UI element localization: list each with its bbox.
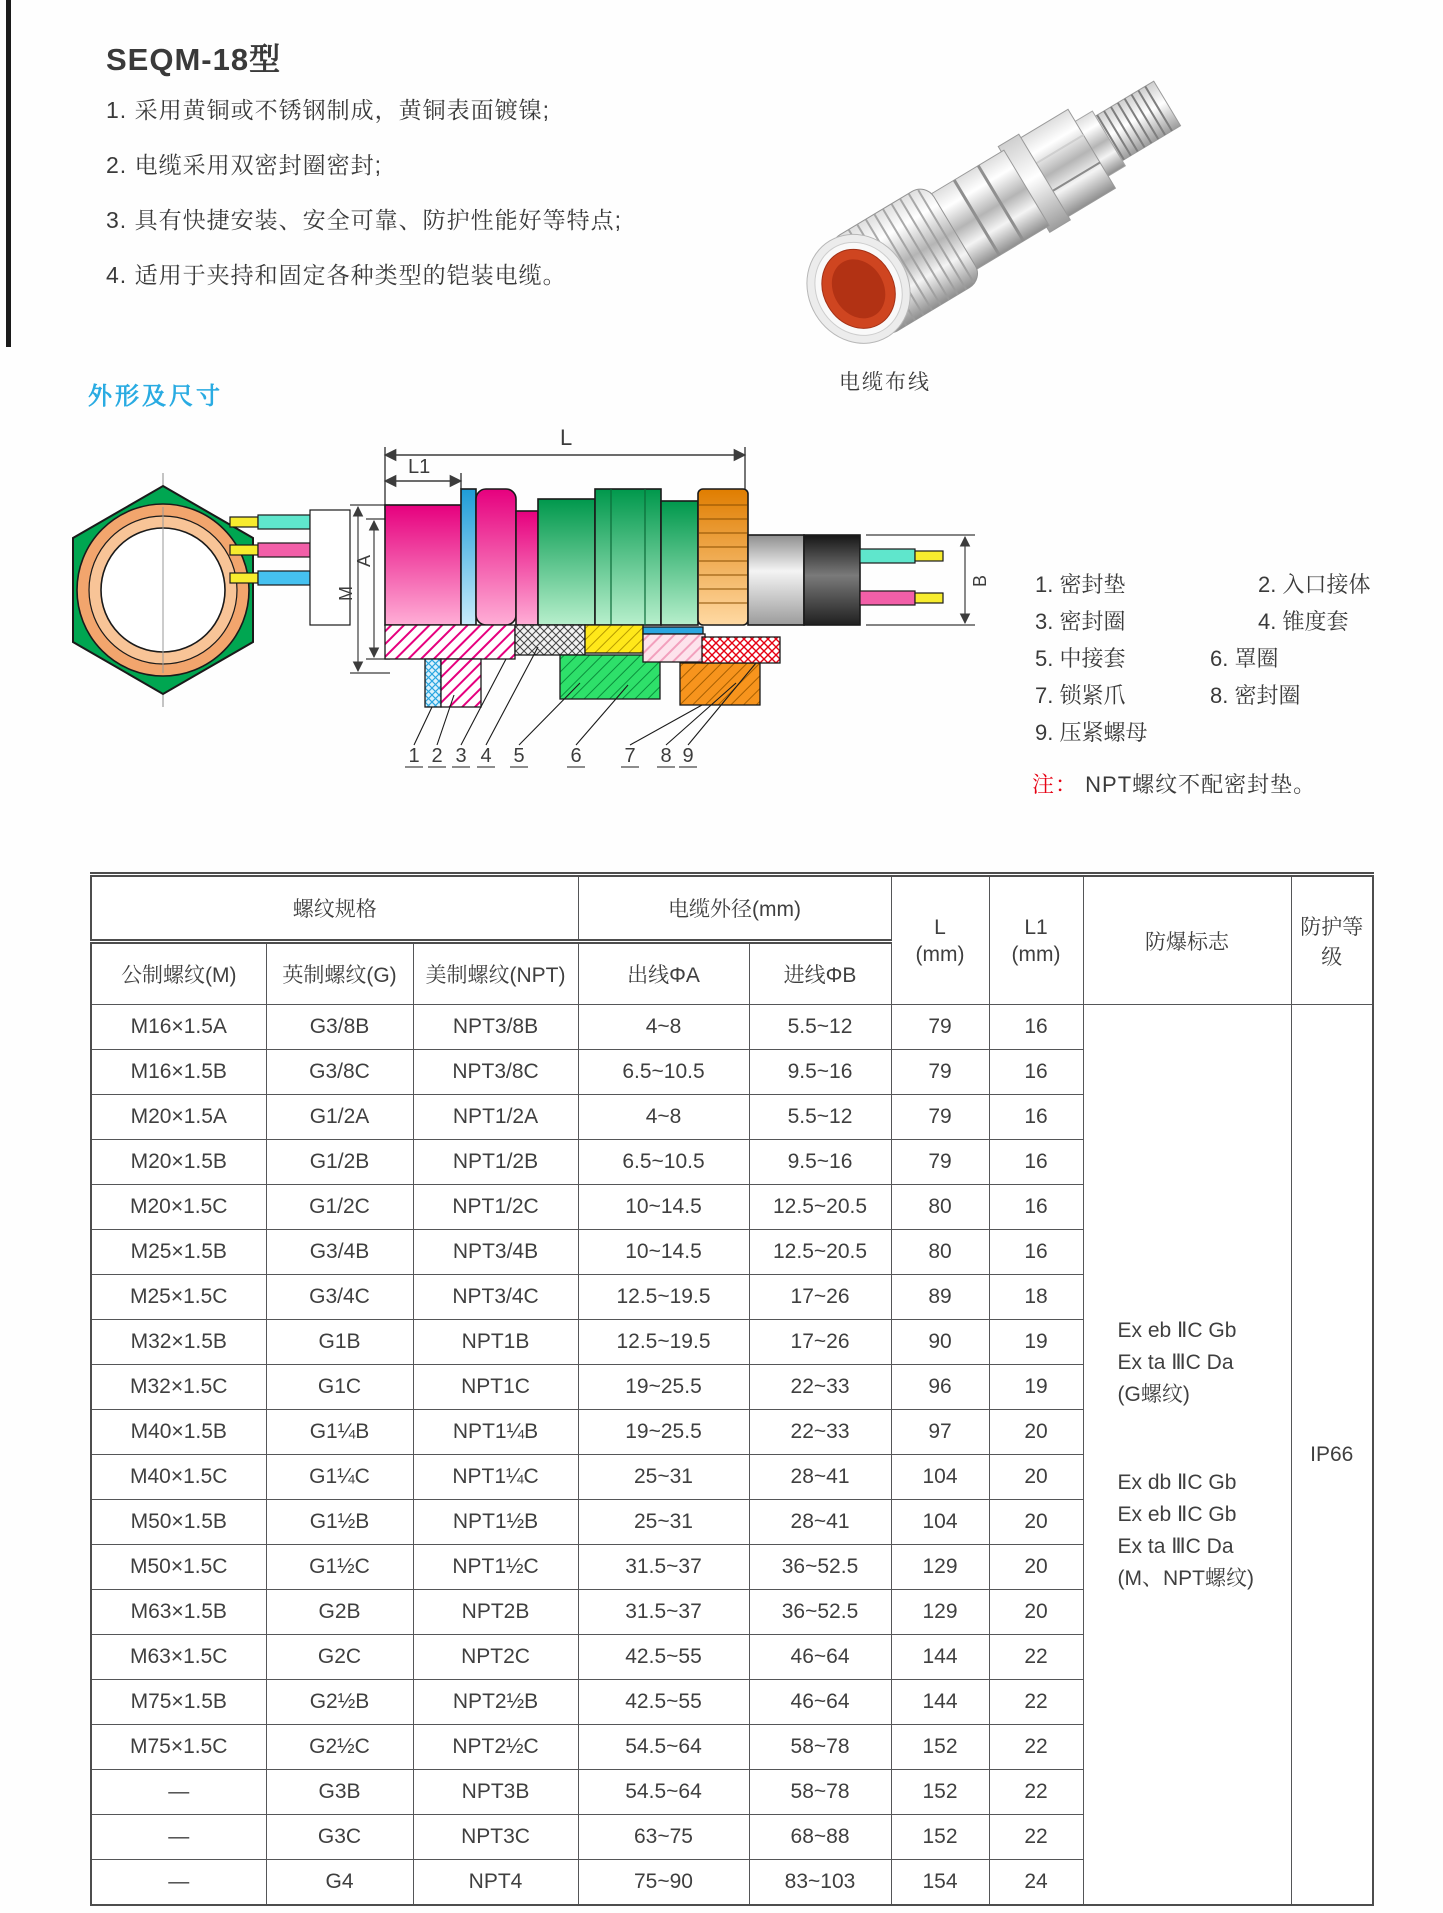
metric-thread-cell: M25×1.5C bbox=[91, 1275, 266, 1320]
l1-cell: 22 bbox=[989, 1770, 1083, 1815]
spec-table bbox=[90, 872, 1374, 1906]
l1-cell: 22 bbox=[989, 1725, 1083, 1770]
metric-thread-cell: M16×1.5B bbox=[91, 1050, 266, 1095]
legend-row bbox=[1035, 714, 1420, 751]
feature-item: 3. 具有快捷安装、安全可靠、防护性能好等特点; bbox=[106, 207, 622, 233]
l-cell: 154 bbox=[891, 1860, 989, 1906]
feature-item: 4. 适用于夹持和固定各种类型的铠装电缆。 bbox=[106, 262, 567, 288]
header-L1-symbol: L1 bbox=[1024, 915, 1048, 939]
g-thread-cell: G1C bbox=[266, 1365, 413, 1410]
l1-cell: 16 bbox=[989, 1185, 1083, 1230]
inlet-wires bbox=[860, 549, 943, 605]
header-L1-unit: (mm) bbox=[1011, 942, 1061, 966]
npt-thread-cell: NPT1½B bbox=[413, 1500, 578, 1545]
npt-thread-cell: NPT1/2A bbox=[413, 1095, 578, 1140]
npt-thread-cell: NPT3B bbox=[413, 1770, 578, 1815]
g-thread-cell: G3C bbox=[266, 1815, 413, 1860]
callout-7: 7 bbox=[624, 745, 636, 767]
g-thread-cell: G2½B bbox=[266, 1680, 413, 1725]
callout-1: 1 bbox=[408, 745, 420, 767]
npt-thread-cell: NPT3/4B bbox=[413, 1230, 578, 1275]
out-dia-cell: 31.5~37 bbox=[578, 1545, 749, 1590]
metric-thread-cell: M40×1.5C bbox=[91, 1455, 266, 1500]
section-heading: 外形及尺寸 bbox=[88, 383, 223, 410]
metric-thread-cell: M32×1.5B bbox=[91, 1320, 266, 1365]
npt-thread-cell: NPT4 bbox=[413, 1860, 578, 1906]
legend-row bbox=[1035, 640, 1420, 677]
g-thread-cell: G1/2C bbox=[266, 1185, 413, 1230]
metric-thread-cell: — bbox=[91, 1815, 266, 1860]
l1-cell: 20 bbox=[989, 1455, 1083, 1500]
metric-thread-cell: M75×1.5B bbox=[91, 1680, 266, 1725]
protection-rating-cell: IP66 bbox=[1291, 1005, 1373, 1906]
in-dia-cell: 5.5~12 bbox=[749, 1095, 891, 1140]
l1-cell: 16 bbox=[989, 1005, 1083, 1050]
out-dia-cell: 54.5~64 bbox=[578, 1770, 749, 1815]
photo-caption: 电缆布线 bbox=[839, 371, 931, 394]
out-dia-cell: 10~14.5 bbox=[578, 1230, 749, 1275]
dimension-diagram bbox=[40, 415, 1040, 785]
callout-6: 6 bbox=[570, 745, 582, 767]
parts-legend bbox=[1035, 566, 1420, 751]
callout-9: 9 bbox=[682, 745, 694, 767]
out-dia-cell: 63~75 bbox=[578, 1815, 749, 1860]
metric-thread-cell: — bbox=[91, 1770, 266, 1815]
in-dia-cell: 9.5~16 bbox=[749, 1050, 891, 1095]
header-metric-thread: 公制螺纹(M) bbox=[91, 942, 266, 1005]
legend-row bbox=[1035, 677, 1420, 714]
l1-cell: 16 bbox=[989, 1230, 1083, 1275]
out-dia-cell: 19~25.5 bbox=[578, 1365, 749, 1410]
g-thread-cell: G2½C bbox=[266, 1725, 413, 1770]
metric-thread-cell: M75×1.5C bbox=[91, 1725, 266, 1770]
legend-item bbox=[1210, 714, 1420, 751]
npt-thread-cell: NPT3/8C bbox=[413, 1050, 578, 1095]
g-thread-cell: G3/4C bbox=[266, 1275, 413, 1320]
metric-thread-cell: M40×1.5B bbox=[91, 1410, 266, 1455]
l1-cell: 16 bbox=[989, 1050, 1083, 1095]
ex-mark-block: Ex db ⅡC Gb Ex eb ⅡC Gb Ex ta ⅢC Da (M、NPT螺纹) bbox=[1117, 1470, 1254, 1590]
callout-numbers bbox=[408, 745, 693, 767]
in-dia-cell: 58~78 bbox=[749, 1725, 891, 1770]
section-hatch bbox=[385, 625, 780, 707]
g-thread-cell: G3B bbox=[266, 1770, 413, 1815]
metric-thread-cell: M20×1.5A bbox=[91, 1095, 266, 1140]
g-thread-cell: G3/8B bbox=[266, 1005, 413, 1050]
l-cell: 89 bbox=[891, 1275, 989, 1320]
out-dia-cell: 6.5~10.5 bbox=[578, 1140, 749, 1185]
l1-cell: 19 bbox=[989, 1320, 1083, 1365]
g-thread-cell: G1½C bbox=[266, 1545, 413, 1590]
header-npt-thread: 美制螺纹(NPT) bbox=[413, 942, 578, 1005]
out-dia-cell: 6.5~10.5 bbox=[578, 1050, 749, 1095]
metric-thread-cell: M50×1.5C bbox=[91, 1545, 266, 1590]
g-thread-cell: G1¼B bbox=[266, 1410, 413, 1455]
legend-item: 8. 密封圈 bbox=[1210, 683, 1301, 708]
hex-end-view bbox=[73, 473, 253, 707]
g-thread-cell: G1/2A bbox=[266, 1095, 413, 1140]
in-dia-cell: 58~78 bbox=[749, 1770, 891, 1815]
g-thread-cell: G1/2B bbox=[266, 1140, 413, 1185]
g-thread-cell: G3/8C bbox=[266, 1050, 413, 1095]
npt-thread-cell: NPT1¼C bbox=[413, 1455, 578, 1500]
legend-item: 3. 密封圈 bbox=[1035, 609, 1126, 634]
l1-cell: 20 bbox=[989, 1590, 1083, 1635]
header-protection: 防护等级 bbox=[1291, 875, 1373, 1005]
metric-thread-cell: M63×1.5B bbox=[91, 1590, 266, 1635]
out-dia-cell: 19~25.5 bbox=[578, 1410, 749, 1455]
note-prefix: 注： bbox=[1032, 772, 1079, 797]
page-edge-mark bbox=[6, 0, 11, 347]
cable-gland-illustration bbox=[787, 55, 1194, 350]
npt-thread-cell: NPT3/8B bbox=[413, 1005, 578, 1050]
l-cell: 144 bbox=[891, 1635, 989, 1680]
l1-cell: 22 bbox=[989, 1635, 1083, 1680]
header-ex-mark: 防爆标志 bbox=[1083, 875, 1291, 1005]
l1-cell: 20 bbox=[989, 1410, 1083, 1455]
callout-2: 2 bbox=[431, 745, 443, 767]
l-cell: 96 bbox=[891, 1365, 989, 1410]
dim-M-label: M bbox=[336, 586, 356, 601]
l-cell: 80 bbox=[891, 1230, 989, 1275]
metric-thread-cell: M63×1.5C bbox=[91, 1635, 266, 1680]
l1-cell: 16 bbox=[989, 1095, 1083, 1140]
note-text: NPT螺纹不配密封垫。 bbox=[1085, 772, 1317, 797]
in-dia-cell: 36~52.5 bbox=[749, 1590, 891, 1635]
in-dia-cell: 5.5~12 bbox=[749, 1005, 891, 1050]
in-dia-cell: 46~64 bbox=[749, 1635, 891, 1680]
l-cell: 152 bbox=[891, 1725, 989, 1770]
l-cell: 97 bbox=[891, 1410, 989, 1455]
in-dia-cell: 9.5~16 bbox=[749, 1140, 891, 1185]
gland-body bbox=[385, 489, 860, 625]
npt-thread-cell: NPT1C bbox=[413, 1365, 578, 1410]
metric-thread-cell: — bbox=[91, 1860, 266, 1906]
l-cell: 152 bbox=[891, 1770, 989, 1815]
g-thread-cell: G3/4B bbox=[266, 1230, 413, 1275]
table-row bbox=[91, 1005, 1373, 1050]
l-cell: 90 bbox=[891, 1320, 989, 1365]
g-thread-cell: G1½B bbox=[266, 1500, 413, 1545]
l1-cell: 19 bbox=[989, 1365, 1083, 1410]
l-cell: 79 bbox=[891, 1095, 989, 1140]
npt-thread-cell: NPT1¼B bbox=[413, 1410, 578, 1455]
g-thread-cell: G2B bbox=[266, 1590, 413, 1635]
g-thread-cell: G1¼C bbox=[266, 1455, 413, 1500]
callout-4: 4 bbox=[480, 745, 492, 767]
out-dia-cell: 25~31 bbox=[578, 1455, 749, 1500]
l-cell: 79 bbox=[891, 1140, 989, 1185]
npt-thread-cell: NPT2½B bbox=[413, 1680, 578, 1725]
legend-row bbox=[1035, 566, 1420, 603]
metric-thread-cell: M32×1.5C bbox=[91, 1365, 266, 1410]
l-cell: 144 bbox=[891, 1680, 989, 1725]
l1-cell: 16 bbox=[989, 1140, 1083, 1185]
dim-L1-label: L1 bbox=[408, 456, 431, 478]
out-dia-cell: 42.5~55 bbox=[578, 1635, 749, 1680]
in-dia-cell: 28~41 bbox=[749, 1500, 891, 1545]
legend-item: 5. 中接套 bbox=[1035, 646, 1126, 671]
out-dia-cell: 54.5~64 bbox=[578, 1725, 749, 1770]
spec-table-body bbox=[91, 1005, 1373, 1906]
feature-list bbox=[106, 92, 706, 312]
out-dia-cell: 4~8 bbox=[578, 1005, 749, 1050]
l1-cell: 20 bbox=[989, 1500, 1083, 1545]
header-out-dia: 出线ΦA bbox=[578, 942, 749, 1005]
out-dia-cell: 31.5~37 bbox=[578, 1590, 749, 1635]
metric-thread-cell: M20×1.5B bbox=[91, 1140, 266, 1185]
g-thread-cell: G4 bbox=[266, 1860, 413, 1906]
feature-item: 1. 采用黄铜或不锈钢制成，黄铜表面镀镍; bbox=[106, 97, 550, 123]
ex-mark-cell bbox=[1083, 1005, 1291, 1906]
l-cell: 152 bbox=[891, 1815, 989, 1860]
npt-thread-cell: NPT2B bbox=[413, 1590, 578, 1635]
in-dia-cell: 12.5~20.5 bbox=[749, 1230, 891, 1275]
g-thread-cell: G2C bbox=[266, 1635, 413, 1680]
legend-item: 1. 密封垫 bbox=[1035, 572, 1126, 597]
header-L bbox=[891, 875, 989, 1005]
l-cell: 79 bbox=[891, 1050, 989, 1095]
in-dia-cell: 22~33 bbox=[749, 1365, 891, 1410]
in-dia-cell: 28~41 bbox=[749, 1455, 891, 1500]
header-in-dia: 进线ΦB bbox=[749, 942, 891, 1005]
header-L-unit: (mm) bbox=[915, 942, 965, 966]
feature-item: 2. 电缆采用双密封圈密封; bbox=[106, 152, 382, 178]
out-dia-cell: 75~90 bbox=[578, 1860, 749, 1906]
legend-item: 9. 压紧螺母 bbox=[1035, 720, 1148, 745]
out-dia-cell: 4~8 bbox=[578, 1095, 749, 1140]
npt-thread-cell: NPT2½C bbox=[413, 1725, 578, 1770]
ex-mark-block: Ex eb ⅡC Gb Ex ta ⅢC Da (G螺纹) bbox=[1117, 1318, 1237, 1406]
legend-row bbox=[1035, 603, 1420, 640]
header-cable-od: 电缆外径(mm) bbox=[578, 875, 891, 942]
l1-cell: 20 bbox=[989, 1545, 1083, 1590]
header-L1 bbox=[989, 875, 1083, 1005]
legend-item: 6. 罩圈 bbox=[1210, 646, 1279, 671]
l1-cell: 18 bbox=[989, 1275, 1083, 1320]
legend-item: 2. 入口接体 bbox=[1258, 572, 1371, 597]
dim-M bbox=[350, 505, 390, 673]
l1-cell: 22 bbox=[989, 1815, 1083, 1860]
npt-thread-cell: NPT2C bbox=[413, 1635, 578, 1680]
metric-thread-cell: M20×1.5C bbox=[91, 1185, 266, 1230]
l-cell: 129 bbox=[891, 1590, 989, 1635]
dim-B-label: B bbox=[970, 574, 990, 587]
npt-thread-cell: NPT1B bbox=[413, 1320, 578, 1365]
dim-A-label: A bbox=[354, 554, 374, 567]
callout-3: 3 bbox=[455, 745, 467, 767]
callout-8: 8 bbox=[660, 745, 672, 767]
npt-thread-cell: NPT3/4C bbox=[413, 1275, 578, 1320]
out-dia-cell: 10~14.5 bbox=[578, 1185, 749, 1230]
in-dia-cell: 36~52.5 bbox=[749, 1545, 891, 1590]
out-dia-cell: 12.5~19.5 bbox=[578, 1275, 749, 1320]
l1-cell: 22 bbox=[989, 1680, 1083, 1725]
in-dia-cell: 17~26 bbox=[749, 1320, 891, 1365]
out-dia-cell: 12.5~19.5 bbox=[578, 1320, 749, 1365]
page-title: SEQM-18型 bbox=[106, 42, 282, 77]
callout-5: 5 bbox=[513, 745, 525, 767]
l1-cell: 24 bbox=[989, 1860, 1083, 1906]
metric-thread-cell: M50×1.5B bbox=[91, 1500, 266, 1545]
npt-thread-cell: NPT1/2C bbox=[413, 1185, 578, 1230]
in-dia-cell: 17~26 bbox=[749, 1275, 891, 1320]
table-group-header-row bbox=[91, 875, 1373, 942]
out-dia-cell: 25~31 bbox=[578, 1500, 749, 1545]
header-thread-spec: 螺纹规格 bbox=[91, 875, 578, 942]
legend-item: 7. 锁紧爪 bbox=[1035, 683, 1126, 708]
header-g-thread: 英制螺纹(G) bbox=[266, 942, 413, 1005]
in-dia-cell: 12.5~20.5 bbox=[749, 1185, 891, 1230]
npt-note bbox=[1032, 768, 1316, 799]
l-cell: 80 bbox=[891, 1185, 989, 1230]
in-dia-cell: 68~88 bbox=[749, 1815, 891, 1860]
out-dia-cell: 42.5~55 bbox=[578, 1680, 749, 1725]
in-dia-cell: 22~33 bbox=[749, 1410, 891, 1455]
l-cell: 79 bbox=[891, 1005, 989, 1050]
dim-L-label: L bbox=[560, 425, 573, 450]
g-thread-cell: G1B bbox=[266, 1320, 413, 1365]
l-cell: 104 bbox=[891, 1500, 989, 1545]
in-dia-cell: 83~103 bbox=[749, 1860, 891, 1906]
l-cell: 129 bbox=[891, 1545, 989, 1590]
metric-thread-cell: M16×1.5A bbox=[91, 1005, 266, 1050]
npt-thread-cell: NPT1/2B bbox=[413, 1140, 578, 1185]
metric-thread-cell: M25×1.5B bbox=[91, 1230, 266, 1275]
l-cell: 104 bbox=[891, 1455, 989, 1500]
product-photo bbox=[742, 32, 1194, 350]
in-dia-cell: 46~64 bbox=[749, 1680, 891, 1725]
npt-thread-cell: NPT3C bbox=[413, 1815, 578, 1860]
header-L-symbol: L bbox=[934, 915, 946, 939]
npt-thread-cell: NPT1½C bbox=[413, 1545, 578, 1590]
legend-item: 4. 锥度套 bbox=[1258, 609, 1349, 634]
